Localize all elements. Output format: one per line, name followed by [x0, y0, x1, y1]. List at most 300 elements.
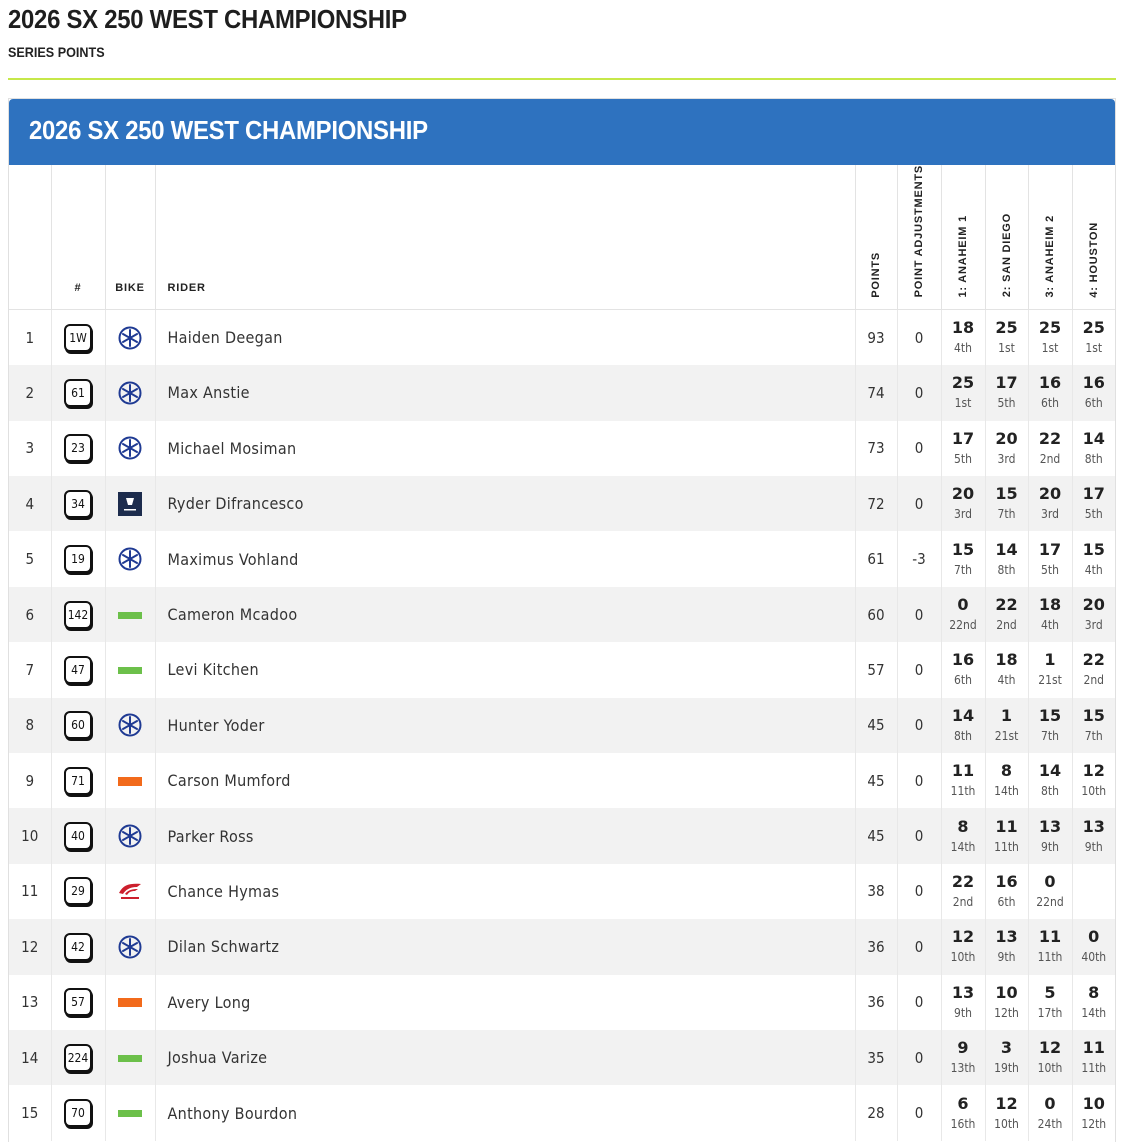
race-result-cell [1072, 421, 1115, 476]
table-header-row [9, 165, 1115, 310]
rider-number-cell [51, 531, 105, 586]
number-plate: 61 [64, 379, 92, 407]
race-finish: 14th [950, 839, 976, 854]
race-points: 22 [1082, 650, 1105, 670]
bike-cell [105, 1030, 155, 1085]
race-finish: 8th [954, 728, 972, 743]
bike-cell [105, 365, 155, 420]
race-finish: 3rd [1041, 507, 1059, 522]
race-result-cell [1072, 808, 1115, 863]
race-finish: 9th [997, 950, 1016, 965]
race-result-cell [1072, 919, 1115, 974]
table-row[interactable] [9, 975, 1115, 1030]
bike-cell [105, 808, 155, 863]
race-points: 0 [1044, 871, 1056, 891]
table-row[interactable] [9, 1030, 1115, 1085]
race-points: 12 [1038, 1038, 1062, 1058]
race-result-cell [985, 975, 1028, 1030]
race-result-cell [941, 421, 985, 476]
race-finish: 13th [950, 1061, 976, 1076]
yamaha-logo-icon [118, 326, 142, 350]
race-points: 14 [995, 539, 1018, 559]
race-points: 20 [995, 428, 1018, 448]
race-result-cell [1028, 1030, 1072, 1085]
race-result-cell [985, 365, 1028, 420]
race-result-cell [985, 476, 1028, 531]
race-result-cell [1028, 864, 1072, 919]
point-adjustment: 0 [897, 642, 941, 697]
rider-number-cell [51, 808, 105, 863]
rider-points: 74 [855, 365, 897, 420]
race-points: 8 [1000, 761, 1013, 781]
rider-number-cell [51, 919, 105, 974]
column-header-race-2-label: 2: SAN DIEGO [1000, 213, 1013, 298]
race-result-cell [941, 642, 985, 697]
race-points: 16 [1082, 373, 1105, 393]
column-header-race-3-label: 3: ANAHEIM 2 [1044, 214, 1056, 298]
rider-points: 60 [855, 587, 897, 642]
point-adjustment: 0 [897, 476, 941, 531]
rider-position: 10 [9, 808, 51, 863]
race-points: 12 [951, 927, 975, 947]
race-points: 11 [1038, 927, 1062, 947]
race-result-cell [1072, 587, 1115, 642]
race-finish: 5th [1041, 562, 1059, 577]
race-points: 25 [995, 318, 1018, 338]
race-finish: 9th [1084, 839, 1103, 854]
rider-name[interactable]: Cameron Mcadoo [155, 587, 855, 642]
race-finish: 8th [1041, 784, 1059, 799]
rider-name[interactable]: Carson Mumford [155, 753, 855, 808]
race-finish: 2nd [996, 618, 1017, 633]
rider-name[interactable]: Max Anstie [155, 365, 855, 420]
race-result-cell [1028, 808, 1072, 863]
standings-panel [8, 98, 1116, 1142]
race-points: 15 [1082, 539, 1105, 559]
race-result-cell [941, 1030, 985, 1085]
point-adjustment: 0 [897, 421, 941, 476]
race-finish: 11th [950, 784, 976, 799]
race-result-cell [985, 531, 1028, 586]
race-points: 13 [1038, 816, 1062, 836]
race-result-cell [1072, 365, 1115, 420]
race-points: 10 [995, 982, 1018, 1002]
table-row[interactable] [9, 587, 1115, 642]
table-row[interactable] [9, 864, 1115, 919]
rider-name[interactable]: Anthony Bourdon [155, 1085, 855, 1140]
table-row[interactable] [9, 310, 1115, 365]
race-finish: 4th [997, 673, 1016, 688]
rider-name[interactable]: Maximus Vohland [155, 531, 855, 586]
race-points: 14 [1082, 428, 1105, 448]
column-header-race-1[interactable] [941, 165, 985, 310]
rider-number-cell [51, 421, 105, 476]
yamaha-logo-icon [118, 381, 142, 405]
rider-number-cell [51, 975, 105, 1030]
table-row[interactable] [9, 531, 1115, 586]
table-row[interactable] [9, 1085, 1115, 1140]
race-finish: 1st [1041, 341, 1059, 356]
race-finish: 5th [1084, 507, 1103, 522]
race-result-cell [1072, 1085, 1115, 1140]
bike-cell [105, 919, 155, 974]
race-result-cell [1072, 642, 1115, 697]
race-points: 20 [1038, 484, 1062, 504]
race-points: 8 [957, 816, 969, 836]
table-row[interactable] [9, 808, 1115, 863]
rider-points: 57 [855, 642, 897, 697]
column-header-adjustments[interactable] [897, 165, 941, 310]
rider-name[interactable]: Ryder Difrancesco [155, 476, 855, 531]
panel-header [9, 99, 1115, 165]
race-finish: 1st [954, 396, 972, 411]
point-adjustment: 0 [897, 310, 941, 365]
race-result-cell [941, 808, 985, 863]
race-points: 15 [1038, 705, 1062, 725]
race-points: 11 [995, 816, 1018, 836]
race-points: 9 [957, 1038, 969, 1058]
rider-name[interactable]: Haiden Deegan [155, 310, 855, 365]
race-points: 18 [995, 650, 1018, 670]
number-plate: 34 [64, 490, 92, 518]
kawasaki-logo-icon [118, 667, 142, 674]
race-points: 25 [1038, 318, 1062, 338]
table-row[interactable] [9, 642, 1115, 697]
race-points: 3 [1000, 1038, 1013, 1058]
rider-position: 11 [9, 864, 51, 919]
number-plate: 60 [64, 711, 92, 739]
bike-cell [105, 476, 155, 531]
race-points: 0 [1088, 927, 1100, 947]
rider-number-cell [51, 698, 105, 753]
rider-points: 93 [855, 310, 897, 365]
race-points: 16 [995, 871, 1018, 891]
rider-points: 38 [855, 864, 897, 919]
rider-position: 13 [9, 975, 51, 1030]
rider-points: 45 [855, 753, 897, 808]
race-result-cell [941, 476, 985, 531]
race-result-cell [1072, 476, 1115, 531]
column-header-number[interactable]: # [51, 165, 105, 310]
race-points: 16 [1038, 373, 1062, 393]
page-title: 2026 SX 250 WEST CHAMPIONSHIP [8, 4, 407, 34]
race-result-cell [1072, 531, 1115, 586]
rider-points: 72 [855, 476, 897, 531]
rider-number-cell [51, 310, 105, 365]
race-result-cell [1028, 1085, 1072, 1140]
point-adjustment: -3 [897, 531, 941, 586]
race-points: 6 [957, 1093, 969, 1113]
rider-name[interactable]: Dilan Schwartz [155, 919, 855, 974]
rider-number-cell [51, 864, 105, 919]
point-adjustment: 0 [897, 808, 941, 863]
race-points: 25 [1082, 318, 1105, 338]
race-result-cell [1028, 476, 1072, 531]
column-header-race-4-label: 4: HOUSTON [1087, 221, 1100, 298]
race-result-cell [941, 975, 985, 1030]
table-row[interactable] [9, 698, 1115, 753]
race-finish: 21st [994, 728, 1019, 743]
race-result-cell [985, 1085, 1028, 1140]
race-finish: 19th [994, 1061, 1019, 1076]
column-header-race-2[interactable] [985, 165, 1028, 310]
race-finish: 2nd [1039, 451, 1061, 466]
rider-number-cell [51, 642, 105, 697]
kawasaki-logo-icon [118, 1110, 142, 1117]
column-header-race-4[interactable] [1072, 165, 1115, 310]
race-points: 20 [1082, 595, 1105, 615]
race-result-cell [985, 919, 1028, 974]
race-finish: 22nd [949, 618, 977, 633]
rider-points: 73 [855, 421, 897, 476]
rider-points: 28 [855, 1085, 897, 1140]
race-finish: 10th [994, 1116, 1019, 1131]
table-row[interactable] [9, 365, 1115, 420]
race-result-cell [985, 310, 1028, 365]
rider-points: 61 [855, 531, 897, 586]
rider-number-cell [51, 587, 105, 642]
table-row[interactable] [9, 919, 1115, 974]
rider-points: 45 [855, 808, 897, 863]
race-result-cell [941, 1085, 985, 1140]
race-points: 15 [995, 484, 1018, 504]
race-points: 13 [951, 982, 975, 1002]
rider-name[interactable]: Levi Kitchen [155, 642, 855, 697]
number-plate: 40 [64, 822, 92, 850]
race-result-cell [1028, 531, 1072, 586]
rider-name[interactable]: Chance Hymas [155, 864, 855, 919]
race-finish: 6th [1041, 396, 1059, 411]
bike-cell [105, 698, 155, 753]
rider-name[interactable]: Michael Mosiman [155, 421, 855, 476]
column-header-points-label: POINTS [870, 251, 882, 298]
race-result-cell [941, 864, 985, 919]
number-plate: 71 [64, 767, 92, 795]
title-divider [8, 78, 1116, 80]
point-adjustment: 0 [897, 753, 941, 808]
race-points: 22 [1038, 428, 1062, 448]
race-result-cell [1028, 310, 1072, 365]
race-points: 12 [995, 1093, 1018, 1113]
race-result-cell [985, 1030, 1028, 1085]
race-finish: 4th [1041, 618, 1059, 633]
race-points: 13 [995, 927, 1018, 947]
panel-title: 2026 SX 250 WEST CHAMPIONSHIP [29, 115, 428, 145]
kawasaki-logo-icon [118, 1055, 142, 1062]
rider-position: 1 [9, 310, 51, 365]
race-result-cell [1072, 698, 1115, 753]
race-finish: 12th [994, 1005, 1019, 1020]
race-finish: 6th [997, 894, 1016, 909]
standings-table [9, 165, 1115, 1141]
race-finish: 4th [954, 341, 972, 356]
race-points: 1 [1000, 705, 1013, 725]
race-result-cell [1072, 1030, 1115, 1085]
race-finish: 5th [997, 396, 1016, 411]
race-points: 18 [951, 318, 975, 338]
column-header-bike[interactable]: BIKE [105, 165, 155, 310]
race-points: 13 [1082, 816, 1105, 836]
column-header-race-3[interactable] [1028, 165, 1072, 310]
race-result-cell [941, 753, 985, 808]
race-result-cell [1028, 365, 1072, 420]
number-plate: 19 [64, 545, 92, 573]
rider-points: 36 [855, 919, 897, 974]
bike-cell [105, 753, 155, 808]
rider-position: 15 [9, 1085, 51, 1140]
race-points: 0 [1044, 1093, 1056, 1113]
race-finish: 10th [1037, 1061, 1063, 1076]
race-finish: 6th [954, 673, 972, 688]
rider-position: 9 [9, 753, 51, 808]
race-points: 11 [1082, 1038, 1105, 1058]
race-points: 14 [1038, 761, 1062, 781]
race-points: 22 [995, 595, 1018, 615]
race-finish: 24th [1037, 1116, 1063, 1131]
rider-position: 6 [9, 587, 51, 642]
race-finish: 9th [954, 1005, 972, 1020]
rider-name[interactable]: Parker Ross [155, 808, 855, 863]
rider-position: 2 [9, 365, 51, 420]
yamaha-logo-icon [118, 713, 142, 737]
point-adjustment: 0 [897, 1030, 941, 1085]
race-points: 16 [951, 650, 975, 670]
table-row[interactable] [9, 421, 1115, 476]
rider-points: 36 [855, 975, 897, 1030]
race-points: 8 [1088, 982, 1100, 1002]
yamaha-logo-icon [118, 547, 142, 571]
rider-points: 35 [855, 1030, 897, 1085]
rider-position: 12 [9, 919, 51, 974]
rider-position: 8 [9, 698, 51, 753]
point-adjustment: 0 [897, 1085, 941, 1140]
race-points: 5 [1044, 982, 1056, 1002]
race-finish: 2nd [1083, 673, 1105, 688]
number-plate: 23 [64, 434, 92, 462]
number-plate: 29 [64, 877, 92, 905]
yamaha-logo-icon [118, 824, 142, 848]
column-header-race-1-label: 1: ANAHEIM 1 [957, 214, 969, 298]
race-finish: 3rd [954, 507, 972, 522]
rider-position: 7 [9, 642, 51, 697]
race-finish: 7th [1084, 728, 1103, 743]
race-result-cell [985, 698, 1028, 753]
bike-cell [105, 1085, 155, 1140]
rider-number-cell [51, 753, 105, 808]
point-adjustment: 0 [897, 919, 941, 974]
race-finish: 5th [954, 451, 972, 466]
race-points: 17 [951, 428, 975, 448]
race-result-cell [941, 587, 985, 642]
standings-rows [9, 310, 1115, 1141]
race-result-cell [985, 642, 1028, 697]
race-result-cell [941, 919, 985, 974]
column-header-rider[interactable]: RIDER [155, 165, 855, 310]
honda-logo-icon [117, 881, 143, 901]
bike-cell [105, 531, 155, 586]
race-finish: 11th [1081, 1061, 1107, 1076]
race-result-cell [1028, 919, 1072, 974]
page-subtitle: SERIES POINTS [8, 44, 105, 60]
number-plate: 224 [64, 1044, 92, 1072]
race-points: 22 [951, 871, 975, 891]
race-finish: 14th [994, 784, 1019, 799]
column-header-position [9, 165, 51, 310]
ktm-logo-icon [118, 777, 142, 786]
race-finish: 11th [994, 839, 1019, 854]
race-result-cell [1072, 864, 1115, 919]
rider-name[interactable]: Avery Long [155, 975, 855, 1030]
race-result-cell [1028, 753, 1072, 808]
race-result-cell [985, 587, 1028, 642]
race-points: 17 [1082, 484, 1105, 504]
race-finish: 11th [1037, 950, 1063, 965]
race-finish: 21st [1038, 673, 1062, 688]
race-result-cell [941, 531, 985, 586]
race-finish: 17th [1037, 1005, 1063, 1020]
number-plate: 1W [64, 324, 92, 352]
race-points: 17 [1038, 539, 1062, 559]
race-result-cell [1072, 310, 1115, 365]
point-adjustment: 0 [897, 698, 941, 753]
column-header-points[interactable] [855, 165, 897, 310]
race-result-cell [1028, 642, 1072, 697]
rider-number-cell [51, 365, 105, 420]
race-finish: 8th [997, 562, 1016, 577]
race-result-cell [1028, 698, 1072, 753]
ktm-logo-icon [118, 998, 142, 1007]
race-result-cell [1072, 753, 1115, 808]
race-points: 15 [951, 539, 975, 559]
race-finish: 14th [1081, 1005, 1107, 1020]
number-plate: 57 [64, 988, 92, 1016]
table-row[interactable] [9, 753, 1115, 808]
race-points: 0 [957, 595, 969, 615]
race-result-cell [985, 864, 1028, 919]
race-points: 17 [995, 373, 1018, 393]
bike-cell [105, 310, 155, 365]
race-result-cell [941, 698, 985, 753]
yamaha-logo-icon [118, 436, 142, 460]
bike-cell [105, 864, 155, 919]
table-row[interactable] [9, 476, 1115, 531]
race-result-cell [941, 365, 985, 420]
race-finish: 1st [1085, 341, 1103, 356]
race-finish: 7th [954, 562, 972, 577]
husqvarna-logo-icon [118, 492, 142, 516]
race-result-cell [985, 421, 1028, 476]
race-result-cell [1028, 587, 1072, 642]
race-points: 20 [951, 484, 975, 504]
race-finish: 3rd [1084, 618, 1103, 633]
race-result-cell [1028, 421, 1072, 476]
race-finish: 3rd [997, 451, 1016, 466]
rider-name[interactable]: Hunter Yoder [155, 698, 855, 753]
race-finish: 10th [1081, 784, 1107, 799]
number-plate: 42 [64, 933, 92, 961]
rider-name[interactable]: Joshua Varize [155, 1030, 855, 1085]
point-adjustment: 0 [897, 365, 941, 420]
race-finish: 7th [1041, 728, 1059, 743]
race-points: 12 [1082, 761, 1105, 781]
race-finish: 8th [1084, 451, 1103, 466]
race-finish: 1st [998, 341, 1015, 356]
rider-number-cell [51, 476, 105, 531]
kawasaki-logo-icon [118, 612, 142, 619]
race-points: 25 [951, 373, 975, 393]
race-result-cell [985, 808, 1028, 863]
race-finish: 10th [950, 950, 976, 965]
